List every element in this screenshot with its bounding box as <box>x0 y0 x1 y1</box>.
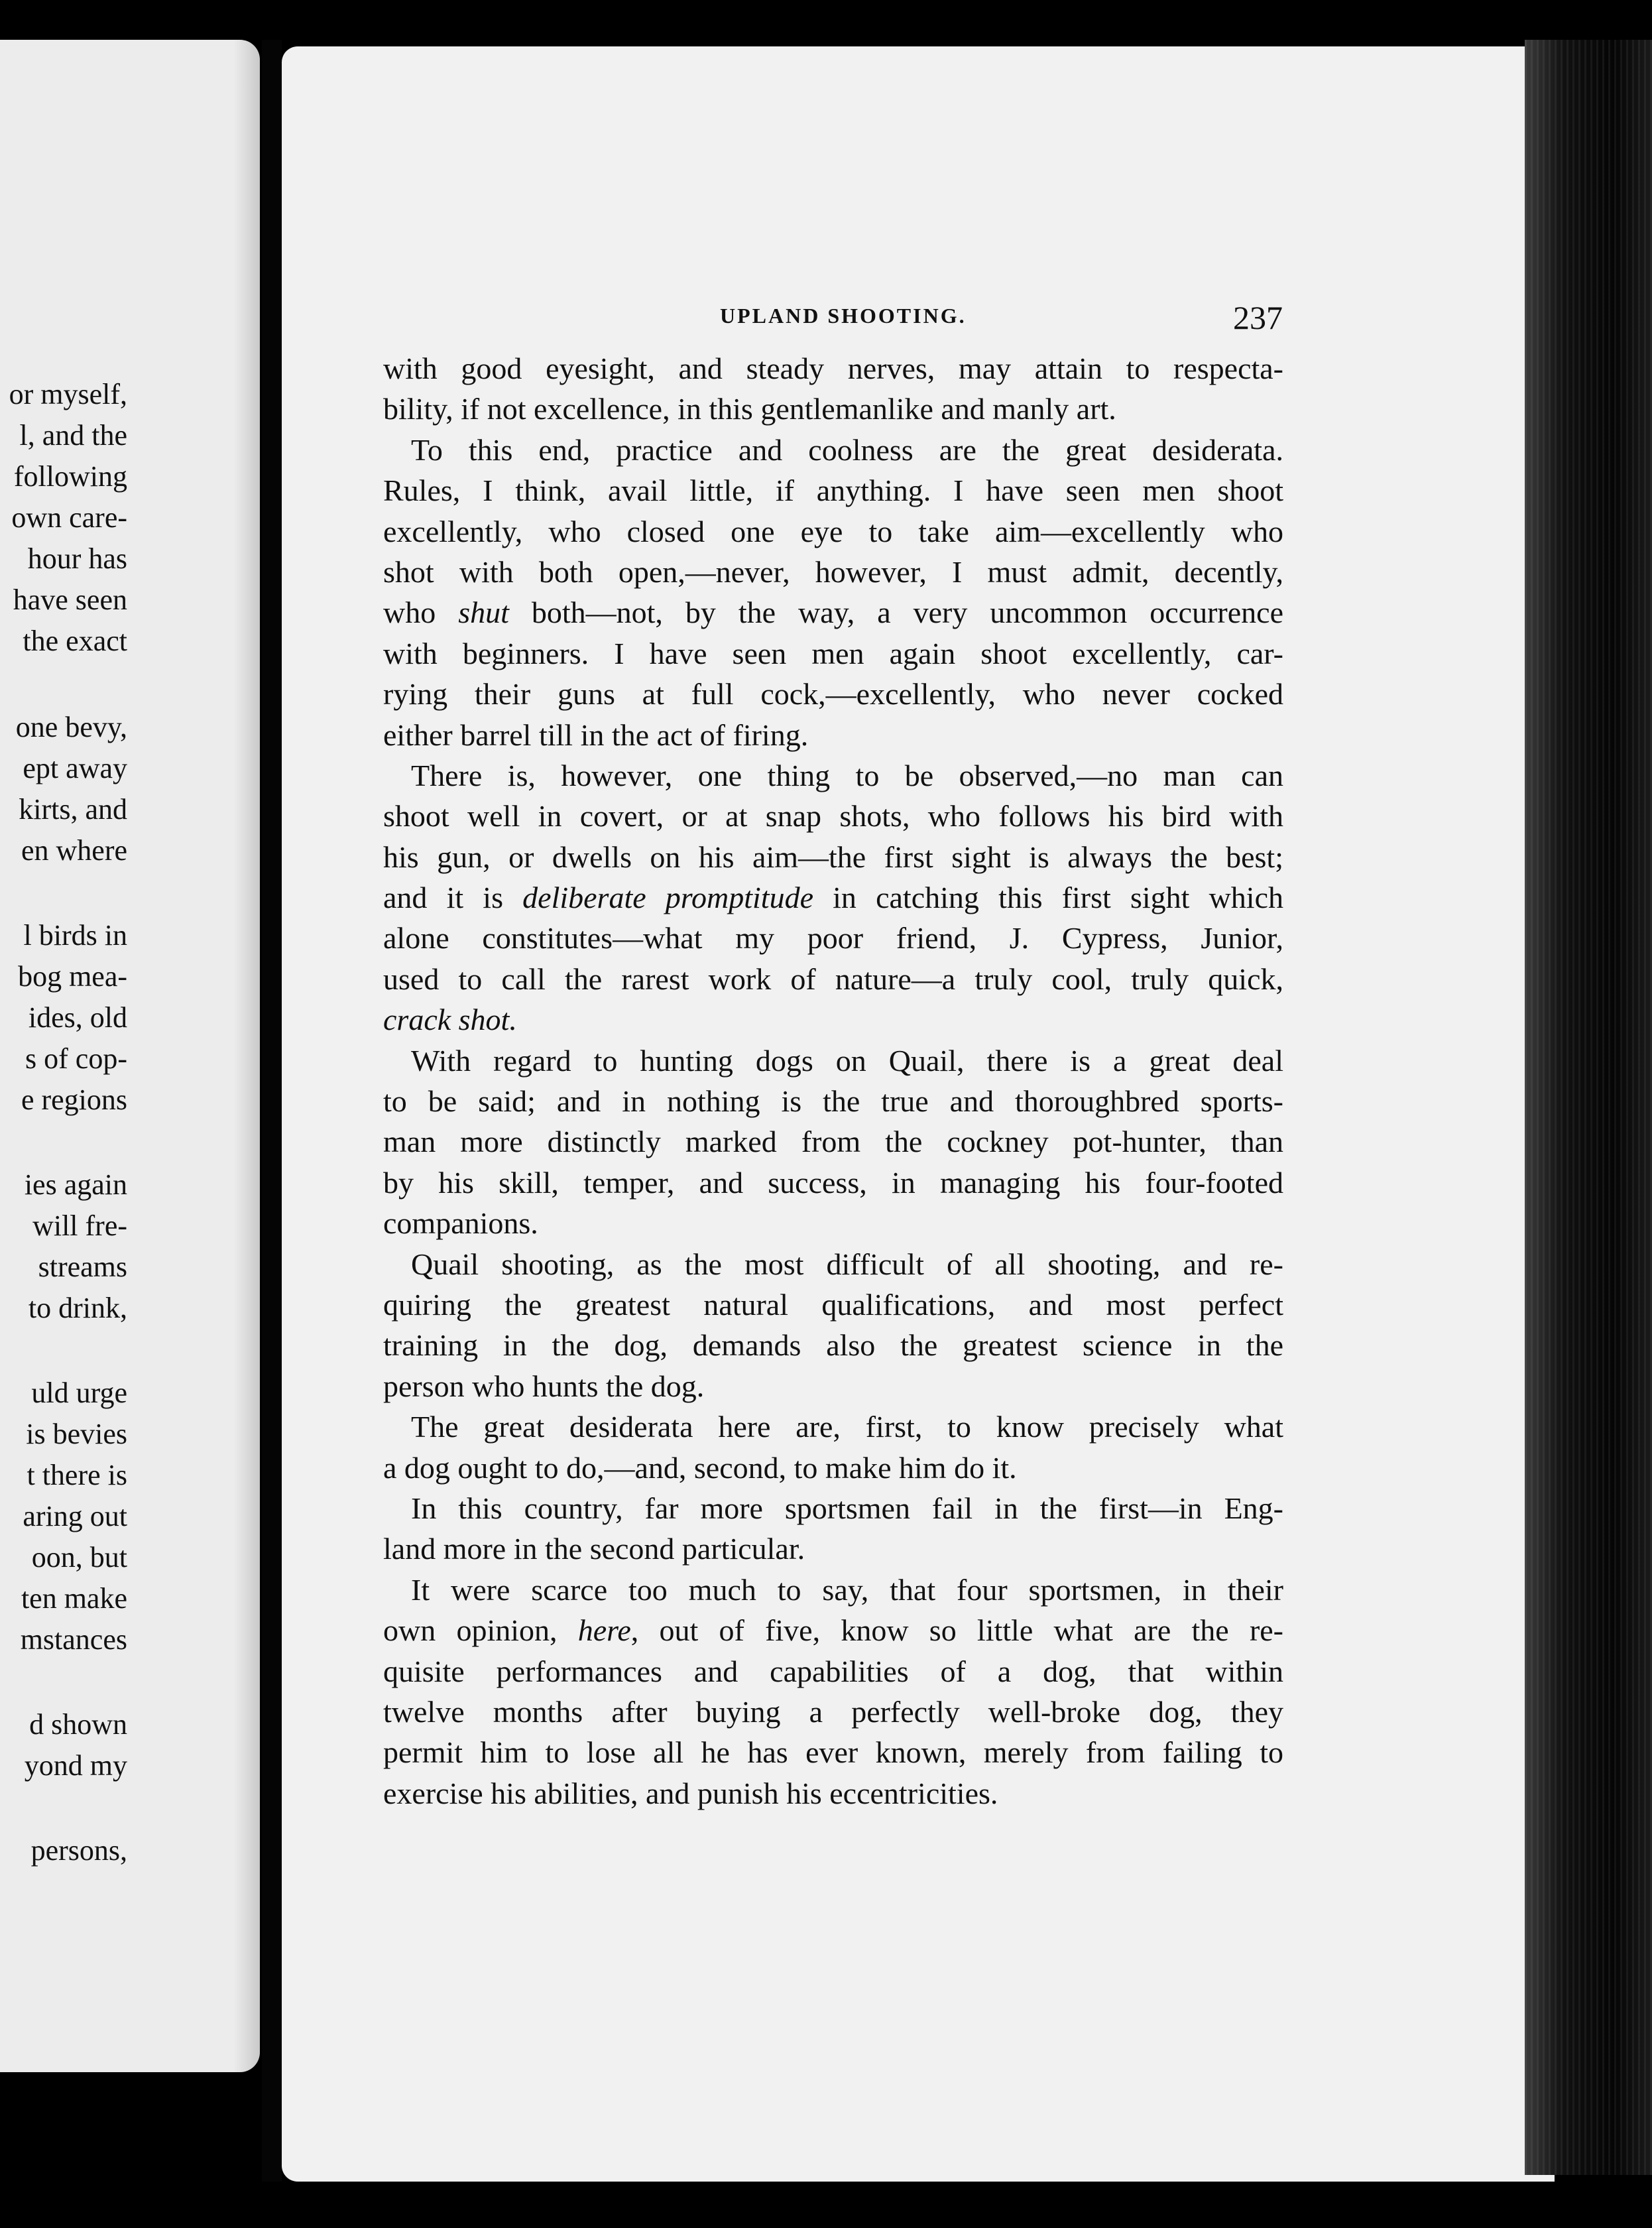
text-line: shot with both open,—never, however, I must admit, decently, <box>383 554 1283 589</box>
text-line: with beginners. I have seen men again shoot excellently, car- <box>383 636 1283 670</box>
text-run: , out of five, know so little what are the re- <box>630 1613 1283 1648</box>
running-head: UPLAND SHOOTING. <box>720 304 967 328</box>
text-line: land more in the second particular. <box>383 1532 805 1566</box>
left-line: t there is <box>27 1459 127 1491</box>
text-run: in catching this first sight which <box>813 881 1283 915</box>
text-line: by his skill, temper, and success, in managing his four-footed <box>383 1165 1283 1200</box>
text-line: with good eyesight, and steady nerves, may attain to respecta- <box>383 351 1283 385</box>
left-line: uld urge <box>31 1377 127 1409</box>
left-facing-page <box>0 40 260 2072</box>
left-line: streams <box>38 1251 127 1283</box>
text-line: companions. <box>383 1206 538 1241</box>
text-line: In this country, far more sportsmen fail in the first—in Eng- <box>411 1491 1283 1525</box>
left-line: ept away <box>23 752 127 784</box>
text-line: man more distinctly marked from the cockney pot-hunter, than <box>383 1125 1283 1159</box>
text-line: exercise his abilities, and punish his eccentricities. <box>383 1776 998 1810</box>
text-line: person who hunts the dog. <box>383 1369 705 1403</box>
text-line: shoot well in covert, or at snap shots, who follows his bird with <box>383 799 1283 834</box>
left-line: d shown <box>29 1708 127 1741</box>
book-gutter <box>262 40 282 2182</box>
left-line: oon, but <box>31 1541 127 1574</box>
text-run: both—not, by the way, a very uncommon occurrence <box>508 595 1283 630</box>
text-line: It were scarce too much to say, that four sportsmen, in their <box>411 1572 1283 1607</box>
text-run: who <box>383 595 459 630</box>
text-line: twelve months after buying a perfectly well-broke dog, they <box>383 1694 1283 1729</box>
text-line <box>383 592 1283 633</box>
text-line: To this end, practice and coolness are the great desiderata. <box>411 432 1283 467</box>
text-line <box>383 999 1283 1040</box>
page-body-text <box>383 348 1283 1814</box>
left-line: ies again <box>24 1168 127 1201</box>
text-run: own opinion, <box>383 1613 578 1648</box>
italic-text: here <box>577 1613 631 1648</box>
left-line: is bevies <box>26 1418 127 1450</box>
left-line: the exact <box>23 625 127 657</box>
text-line: a dog ought to do,—and, second, to make him do it. <box>383 1450 1017 1485</box>
text-line: used to call the rarest work of nature—a truly cool, truly quick, <box>383 961 1283 996</box>
text-line: Rules, I think, avail little, if anything. I have seen men shoot <box>383 473 1283 508</box>
page-edges <box>1525 40 1652 2175</box>
left-page-gutter-shadow <box>233 40 260 2072</box>
text-line: permit him to lose all he has ever known, merely from failing to <box>383 1735 1283 1770</box>
text-line: The great desiderata here are, first, to know precisely what <box>411 1410 1283 1444</box>
left-line: e regions <box>21 1083 127 1116</box>
left-line: one bevy, <box>15 711 127 743</box>
text-line: Quail shooting, as the most difficult of all shooting, and re- <box>411 1247 1283 1281</box>
text-line <box>383 877 1283 918</box>
left-line: or myself, <box>9 378 127 410</box>
left-line: own care- <box>11 501 127 534</box>
left-line: will fre- <box>32 1209 127 1242</box>
text-line: training in the dog, demands also the greatest science in the <box>383 1328 1283 1363</box>
text-line: to be said; and in nothing is the true and thoroughbred sports- <box>383 1084 1283 1119</box>
left-line: kirts, and <box>19 793 127 826</box>
text-line <box>383 1610 1283 1650</box>
text-run: and it is <box>383 881 523 915</box>
text-line: alone constitutes—what my poor friend, J. Cypress, Junior, <box>383 921 1283 956</box>
left-line: aring out <box>23 1500 127 1532</box>
text-line: quiring the greatest natural qualifications, and most perfect <box>383 1287 1283 1322</box>
page-number: 237 <box>1233 299 1283 336</box>
text-line: rying their guns at full cock,—excellently, who never cocked <box>383 677 1283 712</box>
left-line: ten make <box>21 1582 127 1615</box>
left-line: l birds in <box>23 919 127 952</box>
left-line: ides, old <box>28 1001 127 1034</box>
left-line: l, and the <box>19 419 127 452</box>
italic-text: shut <box>458 595 509 630</box>
left-line: mstances <box>20 1623 127 1656</box>
left-line: following <box>13 460 127 493</box>
text-line: either barrel till in the act of firing. <box>383 717 809 752</box>
text-line: excellently, who closed one eye to take aim—excellently who <box>383 514 1283 548</box>
text-line: his gun, or dwells on his aim—the first sight is always the best; <box>383 839 1283 874</box>
left-line: to drink, <box>28 1292 127 1324</box>
text-line: bility, if not excellence, in this gentlemanlike and manly art. <box>383 392 1116 426</box>
text-line: With regard to hunting dogs on Quail, there is a great deal <box>411 1043 1283 1078</box>
left-line: persons, <box>30 1834 127 1867</box>
left-line: en where <box>21 834 127 867</box>
left-line: have seen <box>13 584 127 616</box>
text-line: quisite performances and capabilities of a dog, that within <box>383 1654 1283 1688</box>
left-line: yond my <box>24 1749 127 1782</box>
left-line: bog mea- <box>18 960 127 993</box>
left-line: s of cop- <box>25 1042 127 1075</box>
left-line: hour has <box>27 542 127 575</box>
italic-text: crack shot. <box>383 1003 517 1037</box>
italic-text: deliberate promptitude <box>522 881 813 915</box>
text-line: There is, however, one thing to be observed,—no man can <box>411 758 1283 792</box>
